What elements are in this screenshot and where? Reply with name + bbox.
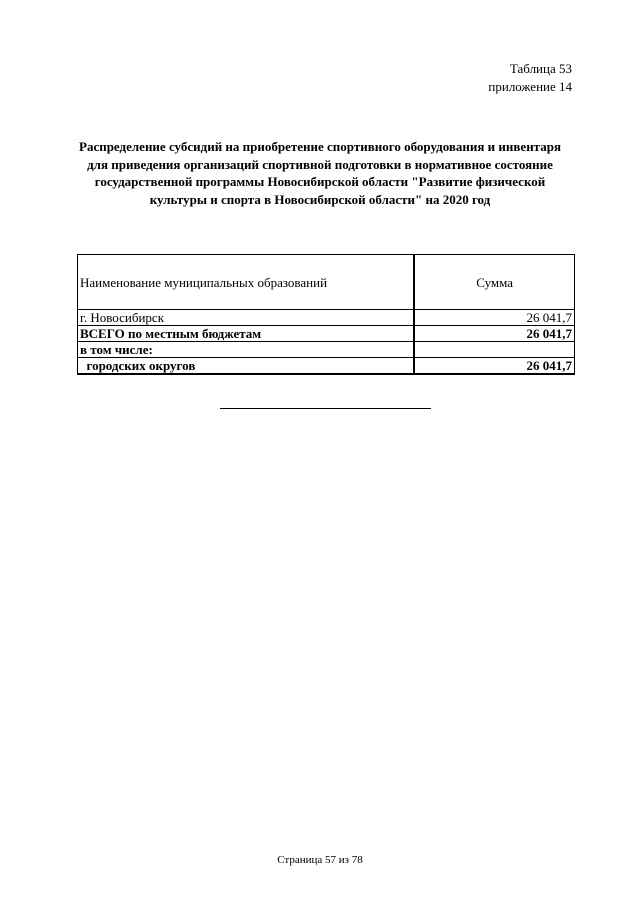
row-sum-cell [414,342,574,358]
row-name-cell: в том числе: [78,342,415,358]
row-sum-cell: 26 041,7 [414,310,574,326]
row-name-cell: г. Новосибирск [78,310,415,326]
title-line: для приведения организаций спортивной подготовки в нормативное состояние [87,156,553,172]
appendix-label: приложение 14 [488,79,572,94]
row-sum-cell: 26 041,7 [414,326,574,342]
table-row-total [78,326,575,342]
column-header-name: Наименование муниципальных образований [78,255,415,310]
title-line: культуры и спорта в Новосибирской области" на 2020 год [149,191,491,207]
title-line: Распределение субсидий на приобретение спортивного оборудования и инвентаря [79,139,561,154]
closing-divider-line [220,408,431,409]
table-row [78,310,575,326]
title-line: государственной программы Новосибирской области "Развитие физической [94,174,546,189]
row-sum-cell: 26 041,7 [414,358,574,375]
row-name-cell: ВСЕГО по местным бюджетам [78,326,415,342]
column-header-sum: Сумма [414,255,574,310]
table-row [78,358,575,375]
table-row [78,342,575,358]
document-title [60,138,580,208]
table-number-label: Таблица 53 [509,61,572,76]
page-number: Страница 57 из 78 [277,854,363,866]
table-header-row [78,255,575,310]
subsidy-table [77,254,575,375]
row-name-cell: городских округов [78,358,415,375]
